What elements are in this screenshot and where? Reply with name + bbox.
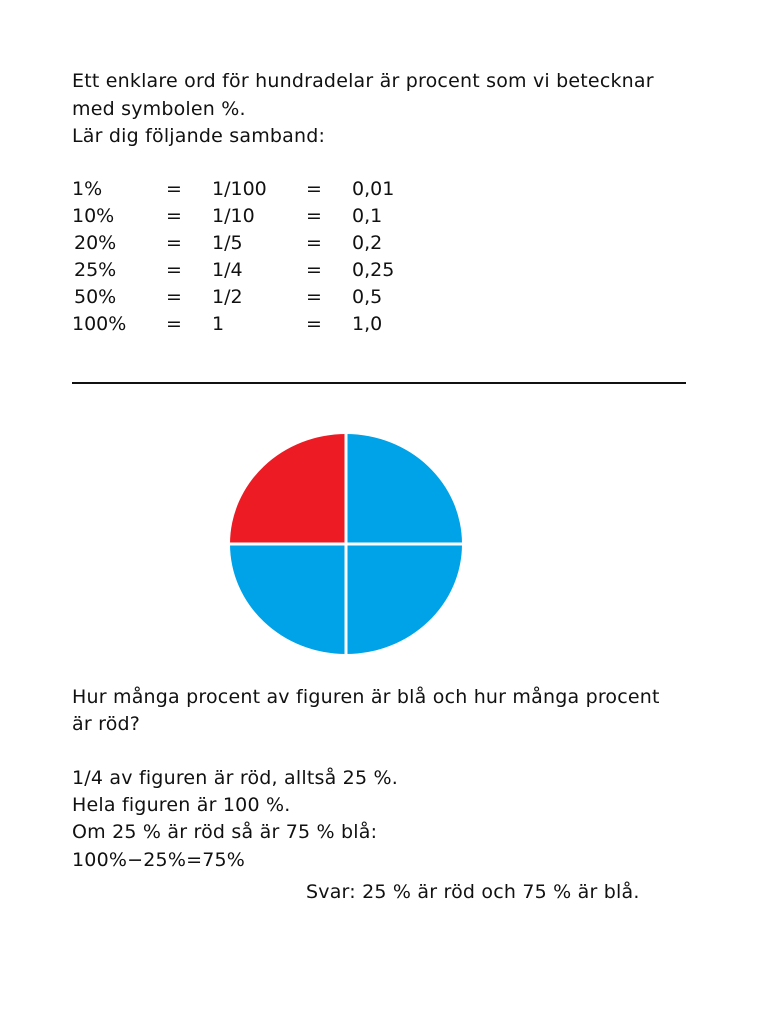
quadrant-top-left [230, 434, 346, 544]
intro-line-2: med symbolen %. [72, 98, 246, 120]
fraction-cell: 1/2 [212, 286, 243, 308]
equals-sign: = [166, 232, 182, 254]
equals-sign: = [306, 232, 322, 254]
decimal-cell: 0,5 [352, 286, 383, 308]
intro-line-1: Ett enklare ord för hundradelar är procent som vi betecknar [72, 70, 654, 92]
equals-sign: = [166, 205, 182, 227]
fraction-cell: 1/100 [212, 178, 267, 200]
solution-line-3: Om 25 % är röd så är 75 % blå: [72, 821, 378, 843]
percent-cell: 100% [72, 313, 127, 335]
fraction-cell: 1/10 [212, 205, 255, 227]
quadrant-bottom-left [230, 544, 346, 654]
fraction-cell: 1/5 [212, 232, 243, 254]
question-line-1: Hur många procent av figuren är blå och hur många procent [72, 686, 660, 708]
decimal-cell: 0,25 [352, 259, 395, 281]
percent-cell: 10% [72, 205, 115, 227]
intro-line-3: Lär dig följande samband: [72, 125, 326, 147]
quartered-circle-figure [228, 432, 464, 656]
percent-cell: 25% [74, 259, 117, 281]
equals-sign: = [166, 313, 182, 335]
fraction-cell: 1 [212, 313, 225, 335]
solution-line-2: Hela figuren är 100 %. [72, 794, 291, 816]
question-line-2: är röd? [72, 713, 141, 735]
decimal-cell: 0,2 [352, 232, 383, 254]
percent-cell: 1% [72, 178, 103, 200]
equals-sign: = [306, 286, 322, 308]
quadrant-top-right [346, 434, 462, 544]
equals-sign: = [306, 205, 322, 227]
decimal-cell: 0,01 [352, 178, 395, 200]
equals-sign: = [166, 178, 182, 200]
answer-text: Svar: 25 % är röd och 75 % är blå. [306, 881, 640, 903]
percent-cell: 20% [74, 232, 117, 254]
equals-sign: = [306, 313, 322, 335]
solution-calculation: 100%−25%=75% [72, 849, 246, 871]
equals-sign: = [166, 259, 182, 281]
solution-line-1: 1/4 av figuren är röd, alltså 25 %. [72, 767, 398, 789]
decimal-cell: 0,1 [352, 205, 383, 227]
equals-sign: = [166, 286, 182, 308]
fraction-cell: 1/4 [212, 259, 243, 281]
divider-line [72, 382, 686, 384]
equals-sign: = [306, 259, 322, 281]
quadrant-bottom-right [346, 544, 462, 654]
percent-cell: 50% [74, 286, 117, 308]
decimal-cell: 1,0 [352, 313, 383, 335]
equals-sign: = [306, 178, 322, 200]
